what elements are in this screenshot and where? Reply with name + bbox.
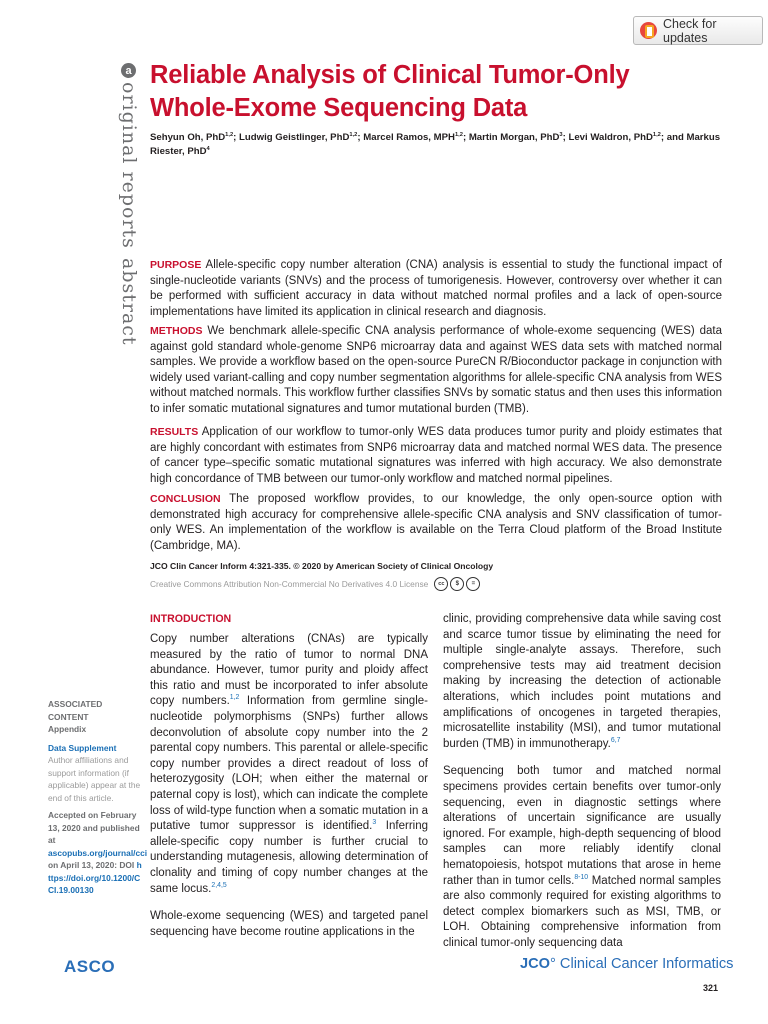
body-column-right	[443, 612, 721, 951]
data-supplement-link[interactable]: Data Supplement	[48, 742, 117, 753]
results-label: RESULTS	[150, 426, 199, 438]
intro-paragraph-1	[150, 632, 428, 897]
introduction-heading: INTRODUCTION	[150, 613, 232, 625]
reference-link[interactable]: 2,4,5	[211, 881, 227, 889]
article-title	[150, 59, 750, 125]
body-column-left	[150, 632, 428, 940]
appendix-label: Appendix	[48, 724, 87, 734]
license-line[interactable]	[150, 577, 480, 591]
asco-logo: ASCO	[64, 957, 116, 976]
abstract-conclusion	[150, 492, 722, 554]
reference-link[interactable]: 3	[372, 819, 377, 827]
author-name: ; and Markus Riester, PhD	[150, 132, 721, 157]
author-name: ; Levi Waldron, PhD	[562, 132, 653, 143]
methods-text: We benchmark allele-specific CNA analysis performance of whole-exome sequencing (WES) data against gold standard whole-genome SNP6 microarray data and against WES data sets with matched normal samples. We provide a workflow based on the open-source PureCN R/Bioconductor package in conjunction with widely used variant-calling and copy number segmentation algorithms for allele-specific CNA analysis from WES without matched normals. This workflow further classifies SNVs by somatic status and then uses this information to infer somatic mutational signatures and tumor mutational burden (TMB).	[150, 325, 722, 415]
check-for-updates-label: Check for updates	[663, 16, 717, 45]
reference-link[interactable]: 8-10	[574, 873, 589, 881]
paragraph-text: Matched normal samples are also commonly required for existing algorithms to detect complex biomarkers such as MSI, TMB, or LOH. Obtaining comprehensive information from clinical tumor-only sequencing data	[443, 874, 721, 949]
purpose-text: Allele-specific copy number alteration (CNA) analysis is essential to study the functional impact of single-nucleotide variants (SNVs) and the process of tumorigenesis. However, controversy over whether it can be performed with sufficient accuracy in data without matched normal profiles and a lack of open-source implementations have limited its application in clinical research and diagnosis.	[150, 259, 722, 318]
page-number: 321	[703, 983, 719, 993]
publication-info	[48, 809, 148, 897]
paragraph-text: Inferring allele-specific copy number is further crucial to understanding mutagenesis, allowing determination of clonality and timing of copy number changes at the same locus.	[150, 820, 428, 895]
update-bookmark-icon	[640, 22, 657, 39]
author-affiliation: 4	[206, 145, 210, 152]
paragraph-text: Copy number alterations (CNAs) are typically measured by the ratio of tumor to normal DNA abundance. However, tumor purity and ploidy affect this ratio and must be incorporated to infer absolute copy numbers.	[150, 633, 428, 708]
associated-content-heading: ASSOCIATED CONTENT	[48, 699, 103, 722]
intro-paragraph-2: Whole-exome sequencing (WES) and targeted panel sequencing have become routine applications in the	[150, 910, 428, 938]
author-affiliation: 3	[559, 131, 563, 138]
journal-abbrev: JCO	[520, 956, 551, 972]
paragraph-text: Sequencing both tumor and matched normal specimens provides certain benefits over tumor-only sequencing, even in diagnostic settings where alterations of uncertain significance are usually ignored. For example, high-depth sequencing of blood samples can more reliably identify clonal hematopoiesis, hotspot mutations that arose in heme rather than in tumor cells.	[443, 765, 721, 887]
conclusion-text: The proposed workflow provides, to our knowledge, the only open-source option with demonstrated high accuracy for comprehensive allele-specific CNA analysis and SNV classification of tumor-only WES. An implementation of the workflow is available on the Terra Cloud platform of the Broad Institute (Cambridge, MA).	[150, 493, 722, 552]
author-name: ; Marcel Ramos, MPH	[357, 132, 455, 143]
title-line-2: Whole-Exome Sequencing Data	[150, 94, 528, 122]
intro-paragraph-4	[443, 764, 721, 951]
journal-url-link[interactable]: ascopubs.org/journal/cci	[48, 847, 148, 858]
author-affiliation: 1,2	[652, 131, 661, 138]
check-for-updates-button[interactable]	[633, 16, 763, 45]
section-label: abstract	[118, 258, 140, 346]
journal-name: ° Clinical Cancer Informatics	[550, 956, 734, 972]
author-affiliation: 1,2	[454, 131, 463, 138]
results-text: Application of our workflow to tumor-only WES data produces tumor purity and ploidy estimates that are highly concordant with estimates from SNP6 microarray data and matched normal WES data. The presence of cancer type–specific somatic mutational signatures was inferred with high accuracy. We also demonstrate high concordance of TMB between our tumor-only workflow and matched normal pipelines.	[150, 426, 722, 485]
affiliations-note: Author affiliations and support information (if applicable) appear at the end of this article.	[48, 755, 141, 803]
author-list	[150, 131, 745, 159]
cc-license-icon: cc $ =	[432, 577, 480, 591]
article-sidebar	[48, 698, 148, 897]
journal-logo	[520, 956, 733, 972]
license-text[interactable]: Creative Commons Attribution Non-Commercial No Derivatives 4.0 License	[150, 579, 429, 589]
conclusion-label: CONCLUSION	[150, 493, 221, 505]
accepted-date: Accepted on February 13, 2020 and published at	[48, 810, 140, 845]
published-date: on April 13, 2020: DOI	[48, 860, 137, 870]
author-name: Sehyun Oh, PhD	[150, 132, 226, 143]
abstract-results	[150, 425, 722, 487]
paragraph-text: Information from germline single-nucleotide polymorphisms (SNPs) further allows deconvolution of absolute copy number into the 2 parental copy numbers. This parental or allele-specific copy number provides a direct readout of loss of heterozygosity (LOH; when either the maternal or paternal copy is lost), which can indicate the complete loss of wild-type function when a somatic mutation in a putative tumor suppressor is identified.	[150, 695, 428, 833]
journal-citation: JCO Clin Cancer Inform 4:321-335. © 2020 by American Society of Clinical Oncology	[150, 561, 494, 571]
purpose-label: PURPOSE	[150, 259, 202, 271]
reference-link[interactable]: 1,2	[229, 694, 240, 702]
author-name: ; Ludwig Geistlinger, PhD	[233, 132, 350, 143]
article-category-label: original reports	[118, 82, 140, 249]
title-line-1: Reliable Analysis of Clinical Tumor-Only	[150, 61, 630, 89]
methods-label: METHODS	[150, 325, 203, 337]
open-access-icon: a	[121, 63, 136, 78]
abstract-purpose	[150, 258, 722, 320]
author-affiliation: 1,2	[349, 131, 358, 138]
doi-link[interactable]: https://doi.org/10.1200/CCI.19.00130	[48, 860, 142, 895]
paragraph-text: clinic, providing comprehensive data while saving cost and scarce tumor tissue by eliminating the need for multiple single-analyte assays. Therefore, such comprehensive tests may aid treatment decision making by increasing the detection of actionable alterations, which includes point mutations and amplifications of oncogenes in targeted therapies, microsatellite instability (MSI), and tumor mutational burden (TMB) in immunotherapy.	[443, 613, 721, 750]
intro-paragraph-3	[443, 612, 721, 752]
reference-link[interactable]: 6,7	[610, 736, 621, 744]
abstract-methods	[150, 324, 722, 418]
author-affiliation: 1,2	[225, 131, 234, 138]
author-name: ; Martin Morgan, PhD	[462, 132, 560, 143]
